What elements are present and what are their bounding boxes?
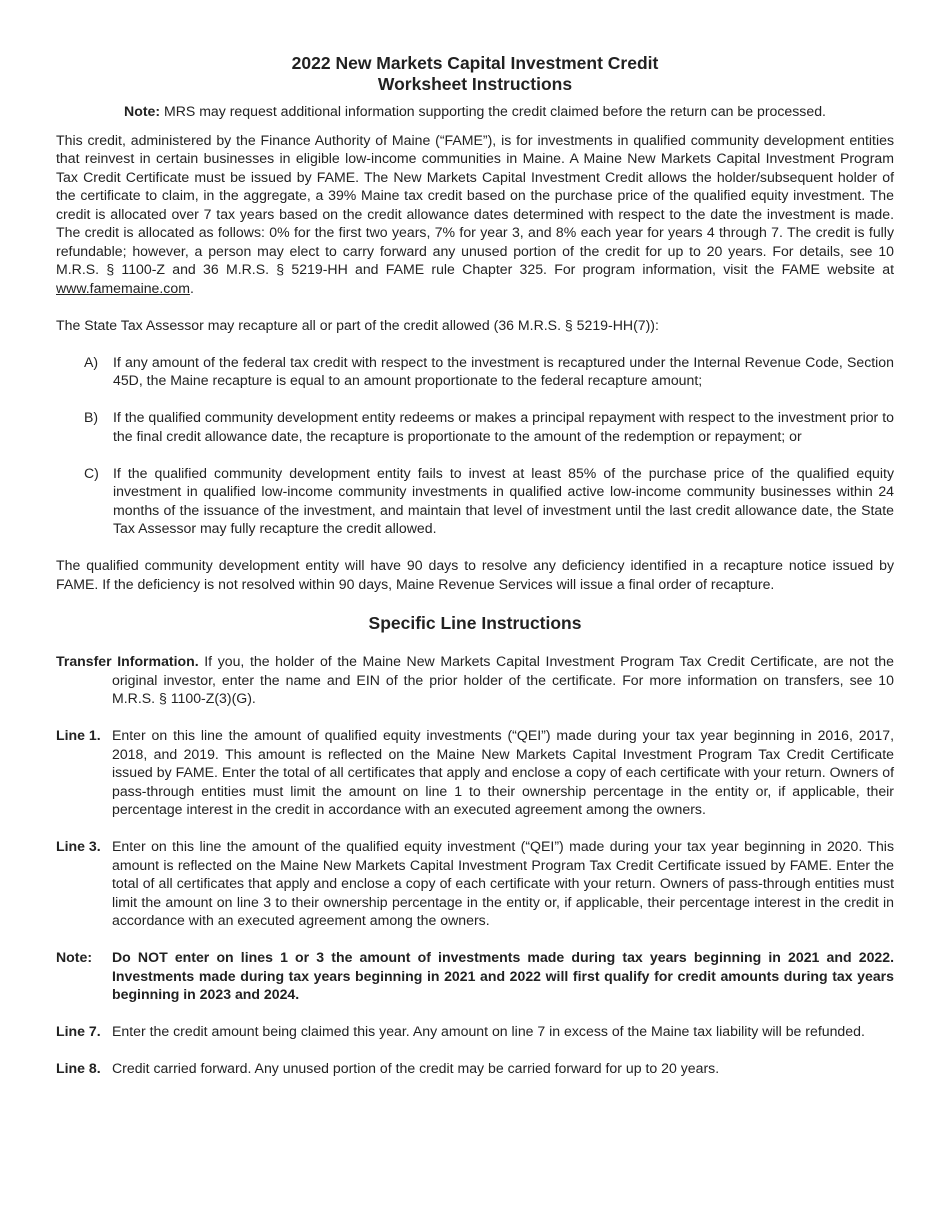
transfer-label: Transfer Information.	[56, 653, 199, 669]
list-item-label: A)	[84, 353, 99, 370]
top-note-text: MRS may request additional information supporting the credit claimed before the return can be processed.	[160, 103, 826, 119]
transfer-text: If you, the holder of the Maine New Markets Capital Investment Program Tax Credit Certificate, are not the original investor, enter the name and EIN of the prior holder of the certificate. For more information on transfers, see 10 M.R.S. § 1100-Z(3)(G).	[112, 653, 894, 706]
intro-end: .	[189, 279, 194, 296]
fame-website-link[interactable]: www.famemaine.com	[56, 279, 190, 296]
recapture-closing: The qualified community development entity will have 90 days to resolve any deficiency identified in a recapture notice issued by FAME. If the deficiency is not resolved within 90 days, Maine Revenue Services will issue a final order of recapture.	[56, 557, 894, 592]
line-text: Credit carried forward. Any unused portion of the credit may be carried forward for up to 20 years.	[112, 1060, 720, 1076]
note-block	[56, 948, 894, 1004]
list-item	[84, 408, 894, 445]
list-item-text: If any amount of the federal tax credit with respect to the investment is recaptured under the Internal Revenue Code, Section 45D, the Maine recapture is equal to an amount proportionate to the federal recapture amount;	[113, 353, 894, 388]
line-text: Enter on this line the amount of qualified equity investments (“QEI”) made during your tax year beginning in 2016, 2017, 2018, and 2019. This amount is reflected on the Maine New Markets Capital Investment Program Tax Credit Certificate issued by FAME. Enter the total of all certificates that apply and enclose a copy of each certificate with your return. Owners of pass-through entities must limit the amount on line 1 to their ownership percentage in the entity or, if applicable, their percentage interest in the credit in accordance with an executed agreement among the owners.	[112, 727, 894, 817]
instructions-page	[56, 53, 894, 1078]
list-item-text: If the qualified community development entity fails to invest at least 85% of the purchase price of the qualified equity investment in qualified low-income community investments in qualified active low-income community businesses within 24 months of the issuance of the investment, and maintain that level of investment until the last credit allowance date, the State Tax Assessor may fully recapture the credit allowed.	[113, 464, 894, 536]
line-label: Line 7.	[56, 1023, 101, 1039]
top-note-label: Note:	[124, 103, 161, 119]
line-text: Enter the credit amount being claimed this year. Any amount on line 7 in excess of the Maine tax liability will be refunded.	[112, 1023, 865, 1039]
list-item	[84, 464, 894, 538]
recapture-list	[84, 353, 894, 538]
intro-text: This credit, administered by the Finance Authority of Maine (“FAME”), is for investments in qualified community development entities that reinvest in certain businesses in eligible low-income communities in Maine. A Maine New Markets Capital Investment Program Tax Credit Certificate must be issued by FAME. The New Markets Capital Investment Credit allows the holder/subsequent holder of the certificate to claim, in the aggregate, a 39% Maine tax credit based on the purchase price of the qualified equity investment. The credit is allocated over 7 tax years based on the credit allowance dates determined with respect to the date the investment is made. The credit is allocated as follows: 0% for the first two years, 7% for year 3, and 8% each year for years 4 through 7. The credit is fully refundable; however, a person may elect to carry forward any unused portion of the credit for up to 20 years. For details, see 10 M.R.S. § 1100-Z and 36 M.R.S. § 5219-HH and FAME rule Chapter 325. For program information, visit the FAME website at	[56, 131, 894, 277]
list-item-text: If the qualified community development entity redeems or makes a principal repayment with respect to the investment prior to the final credit allowance date, the recapture is proportionate to the amount of the redemption or repayment; or	[113, 409, 894, 444]
top-note	[56, 102, 894, 121]
title-line-2: Worksheet Instructions	[377, 74, 573, 94]
line-1-instruction	[56, 726, 894, 819]
line-label: Line 8.	[56, 1060, 101, 1076]
note-text: Do NOT enter on lines 1 or 3 the amount of investments made during tax years beginning in 2021 and 2022. Investments made during tax years beginning in 2021 and 2022 will first qualify for credit amounts during tax years beginning in 2023 and 2024.	[112, 949, 894, 1002]
line-text: Enter on this line the amount of the qualified equity investment (“QEI”) made during your tax year beginning in 2020. This amount is reflected on the Maine New Markets Capital Investment Program Tax Credit Certificate issued by FAME. Enter the total of all certificates that apply and enclose a copy of each certificate with your return. Owners of pass-through entities must limit the amount on line 3 to their ownership percentage in the entity or, if applicable, their percentage interest in the credit in accordance with an executed agreement among the owners.	[112, 838, 894, 928]
intro-paragraph	[56, 131, 894, 298]
recapture-intro: The State Tax Assessor may recapture all or part of the credit allowed (36 M.R.S. § 5219-HH(7)):	[56, 316, 659, 333]
line-label: Line 1.	[56, 727, 101, 743]
list-item-label: C)	[84, 464, 99, 481]
section-heading: Specific Line Instructions	[368, 613, 582, 633]
line-7-instruction	[56, 1022, 894, 1041]
note-label: Note:	[56, 949, 93, 965]
line-3-instruction	[56, 837, 894, 930]
document-title	[56, 53, 894, 95]
title-line-1: 2022 New Markets Capital Investment Credit	[291, 53, 659, 73]
line-8-instruction	[56, 1059, 894, 1078]
transfer-information	[56, 652, 894, 708]
list-item-label: B)	[84, 409, 99, 425]
list-item	[84, 353, 894, 390]
line-label: Line 3.	[56, 838, 101, 854]
